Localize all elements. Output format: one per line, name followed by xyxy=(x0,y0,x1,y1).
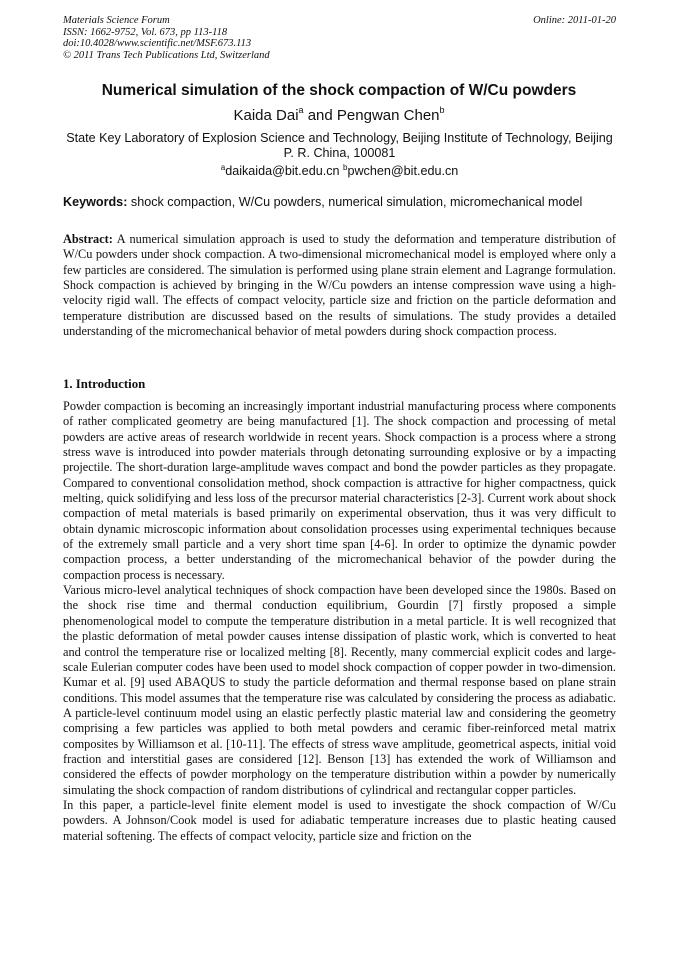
abstract-label: Abstract: xyxy=(63,232,113,246)
author-2-sup: b xyxy=(439,105,445,115)
email-a: daikaida@bit.edu.cn xyxy=(225,163,340,178)
author-1-sup: a xyxy=(298,105,304,115)
keywords-label: Keywords: xyxy=(63,195,128,209)
keywords xyxy=(63,195,616,209)
author-line xyxy=(40,106,638,124)
email-b: pwchen@bit.edu.cn xyxy=(347,163,459,178)
online-date: Online: 2011-01-20 xyxy=(533,15,616,26)
introduction-body xyxy=(63,399,616,844)
abstract xyxy=(63,232,616,339)
paper-title: Numerical simulation of the shock compaction of W/Cu powders xyxy=(101,82,577,99)
doi-line: doi:10.4028/www.scientific.net/MSF.673.113 xyxy=(63,38,252,49)
page-header xyxy=(63,15,616,61)
email-line xyxy=(63,161,616,179)
intro-paragraph-2: Various micro-level analytical techniques of shock compaction have been developed since the 1980s. Based on the shock rise time and thermal conduction equilibrium, Gourdin [7] firstly proposed a simple phenomenological model to compute the temperature distribution in a metal particle. It is well recognized that the plastic deformation of metal powder causes intense dissipation of plastic work, which is converted to heat and control the temperature rise or localized melting [8]. Recently, many commercial explicit codes and large-scale Eulerian computer codes have been used to model shock compaction of copper powder in two-dimension. Kumar et al. [9] used ABAQUS to study the particle deformation and thermal response based on plane strain conditions. This model assumes that the temperature rise was calculated by considering the process as adiabatic. A particle-level continuum model using an elastic perfectly plastic material law and considering the geometry comprising a few particles was applied to both metal powders and ceramic fiber-reinforced metal matrix composites by Williamson et al. [10-11]. The effects of stress wave amplitude, geometrical aspects, initial void fraction and interstitial gases are considered [12]. Benson [13] has extended the work of Williamson and considered the effects of powder morphology on the temperature distribution within a powder by numerically simulating the shock compaction of random distributions of cylindrical and rectangular copper particles. xyxy=(63,583,616,797)
affiliation xyxy=(63,131,616,179)
affiliation-line-2: P. R. China, 100081 xyxy=(283,145,396,160)
author-and: and xyxy=(307,107,333,124)
author-2: Pengwan Chen xyxy=(336,107,440,124)
intro-paragraph-3: In this paper, a particle-level finite element model is used to investigate the shock compaction of W/Cu powders. A Johnson/Cook model is used for adiabatic temperature increases due to plastic heating caused material softening. The effects of compact velocity, particle size and friction on the xyxy=(63,797,616,843)
section-heading: 1. Introduction xyxy=(63,377,146,391)
journal-name: Materials Science Forum xyxy=(63,15,170,26)
author-1: Kaida Dai xyxy=(233,107,299,124)
email-b-sup: b xyxy=(343,162,348,172)
intro-paragraph-1: Powder compaction is becoming an increasingly important industrial manufacturing process where components of rather complicated geometry are being manufactured [1]. The shock compaction and processing of metal powders are active areas of research worldwide in recent years. Shock compaction is a process where a strong stress wave is introduced into powder materials through detonating surrounding explosive or by a impacting projectile. The short-duration large-amplitude waves compact and bond the powder particles as they propagate. Compared to conventional consolidation method, shock compaction is attractive for higher compactness, quick melting, quick solidifying and less loss of the precursor material characteristics [2-3]. Current work about shock compaction of metal materials is based primarily on experimental observation, thus it was very difficult to obtain dynamic microscopic information about consolidation processes using experimental techniques because of the extremely small particle and a very short time span [4-6]. In order to optimize the dynamic powder compaction process, a better understanding of the micromechanical behavior of the powder during the compaction process is necessary. xyxy=(63,399,616,582)
email-a-sup: a xyxy=(220,162,226,172)
affiliation-line-1: State Key Laboratory of Explosion Science and Technology, Beijing Institute of Technology, Beijing xyxy=(66,131,613,145)
abstract-text: A numerical simulation approach is used to study the deformation and temperature distribution of W/Cu powders under shock compaction. A two-dimensional micromechanical model is employed where only a few particles are considered. The simulation is performed using plane strain element and Lagrange formulation. Shock compaction is achieved by bringing in the W/Cu powders an intense compression wave using a high-velocity rigid wall. The effects of compact velocity, particle size and friction on the particle deformation and temperature distribution are discussed based on the results of simulations. The study provides a detailed understanding of the micromechanical behavior of metal powders during shock compaction process. xyxy=(63,232,616,339)
keywords-text: shock compaction, W/Cu powders, numerical simulation, micromechanical model xyxy=(130,195,583,209)
copyright-line: © 2011 Trans Tech Publications Ltd, Switzerland xyxy=(63,49,270,61)
issn-line: ISSN: 1662-9752, Vol. 673, pp 113-118 xyxy=(63,26,228,38)
